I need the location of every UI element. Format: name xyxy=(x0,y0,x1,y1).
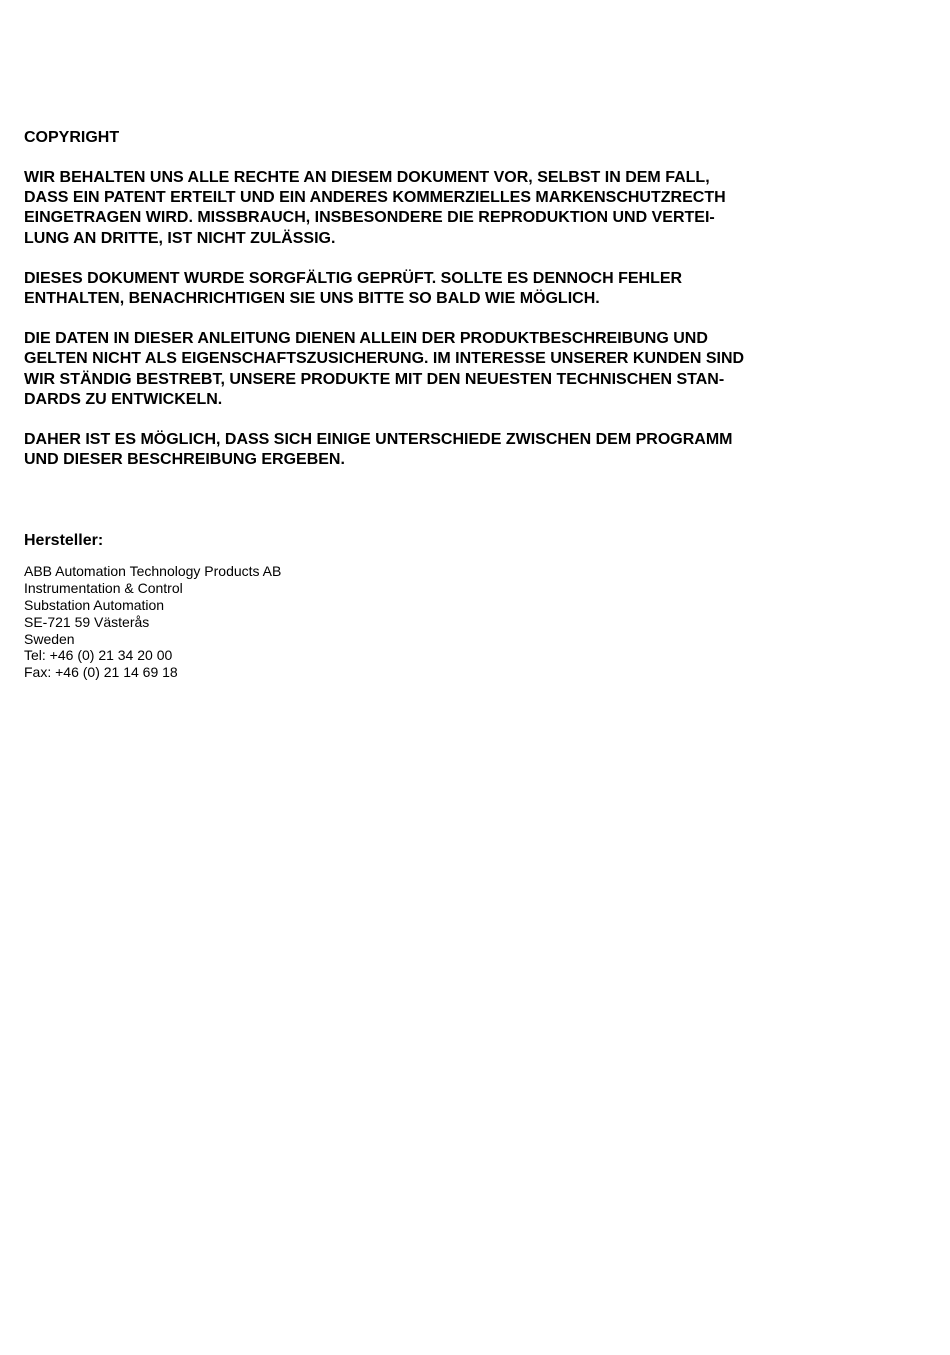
address-division: Instrumentation & Control xyxy=(24,580,183,597)
manufacturer-address xyxy=(24,563,904,681)
copyright-paragraph-4 xyxy=(24,430,904,470)
paragraph-line: DIESES DOKUMENT WURDE SORGFÄLTIG GEPRÜFT. SOLLTE ES DENNOCH FEHLER xyxy=(24,269,683,287)
copyright-paragraph-2 xyxy=(24,269,904,309)
paragraph-line: DARDS ZU ENTWICKELN. xyxy=(24,390,223,408)
manufacturer-heading: Hersteller: xyxy=(24,532,104,550)
paragraph-line: UND DIESER BESCHREIBUNG ERGEBEN. xyxy=(24,451,345,469)
address-phone: Tel: +46 (0) 21 34 20 00 xyxy=(24,647,173,664)
paragraph-line: GELTEN NICHT ALS EIGENSCHAFTSZUSICHERUNG. IM INTERESSE UNSERER KUNDEN SIND xyxy=(24,350,745,368)
address-company: ABB Automation Technology Products AB xyxy=(24,563,282,580)
copyright-paragraph-3 xyxy=(24,329,904,410)
address-fax: Fax: +46 (0) 21 14 69 18 xyxy=(24,664,178,681)
copyright-paragraph-1 xyxy=(24,168,904,249)
paragraph-line: LUNG AN DRITTE, IST NICHT ZULÄSSIG. xyxy=(24,229,336,247)
address-department: Substation Automation xyxy=(24,597,165,614)
paragraph-line: DAHER IST ES MÖGLICH, DASS SICH EINIGE UNTERSCHIEDE ZWISCHEN DEM PROGRAMM xyxy=(24,431,733,449)
copyright-heading: COPYRIGHT xyxy=(24,129,120,146)
paragraph-line: WIR STÄNDIG BESTREBT, UNSERE PRODUKTE MIT DEN NEUESTEN TECHNISCHEN STAN- xyxy=(24,370,725,388)
paragraph-line: DASS EIN PATENT ERTEILT UND EIN ANDERES KOMMERZIELLES MARKENSCHUTZRECTH xyxy=(24,189,726,207)
paragraph-line: EINGETRAGEN WIRD. MISSBRAUCH, INSBESONDERE DIE REPRODUKTION UND VERTEI- xyxy=(24,209,715,227)
document-page xyxy=(24,128,904,681)
address-country: Sweden xyxy=(24,630,75,647)
paragraph-line: ENTHALTEN, BENACHRICHTIGEN SIE UNS BITTE SO BALD WIE MÖGLICH. xyxy=(24,290,600,308)
address-postal: SE-721 59 Västerås xyxy=(24,613,150,630)
paragraph-line: DIE DATEN IN DIESER ANLEITUNG DIENEN ALLEIN DER PRODUKTBESCHREIBUNG UND xyxy=(24,330,708,348)
paragraph-line: WIR BEHALTEN UNS ALLE RECHTE AN DIESEM DOKUMENT VOR, SELBST IN DEM FALL, xyxy=(24,169,710,186)
